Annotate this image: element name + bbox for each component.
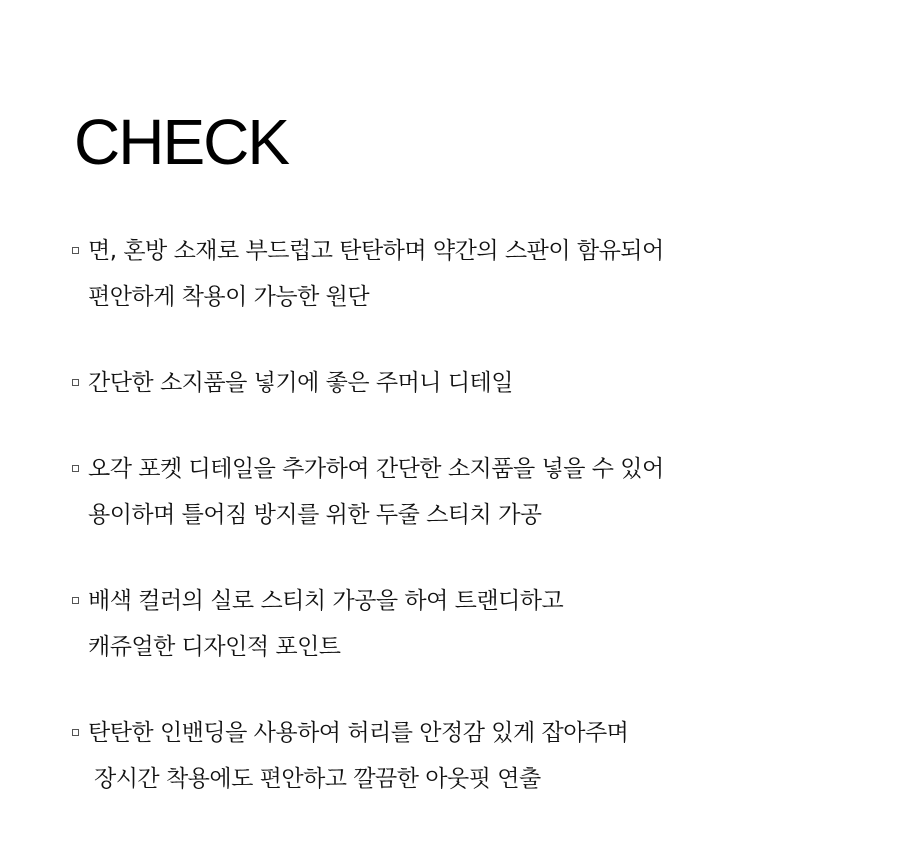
square-bullet-icon: [72, 729, 79, 736]
check-list: [72, 228, 872, 842]
list-item-line: 용이하며 틀어짐 방지를 위한 두줄 스티치 가공: [88, 502, 542, 528]
square-bullet-icon: [72, 379, 79, 386]
list-item-line: 편안하게 착용이 가능한 원단: [88, 284, 370, 310]
list-item: [72, 578, 872, 670]
list-item: [72, 360, 872, 406]
list-item-text: [88, 710, 628, 802]
square-bullet-icon: [72, 247, 79, 254]
list-item-line: 캐쥬얼한 디자인적 포인트: [88, 634, 341, 660]
list-item-line: 간단한 소지품을 넣기에 좋은 주머니 디테일: [88, 370, 513, 396]
list-item-line: 배색 컬러의 실로 스티치 가공을 하여 트랜디하고: [88, 588, 564, 614]
list-item-text: [88, 578, 563, 670]
list-item-line: 탄탄한 인밴딩을 사용하여 허리를 안정감 있게 잡아주며: [88, 720, 629, 746]
list-item-text: [88, 228, 664, 320]
list-item-line: 장시간 착용에도 편안하고 깔끔한 아웃핏 연출: [94, 766, 541, 792]
list-item-line: 오각 포켓 디테일을 추가하여 간단한 소지품을 넣을 수 있어: [88, 456, 664, 482]
list-item-line: 면, 혼방 소재로 부드럽고 탄탄하며 약간의 스판이 함유되어: [88, 238, 664, 264]
list-item-text: [88, 360, 513, 406]
list-item: [72, 710, 872, 802]
list-item-text: [88, 446, 664, 538]
square-bullet-icon: [72, 597, 79, 604]
square-bullet-icon: [72, 465, 79, 472]
page-title: CHECK: [74, 106, 289, 178]
list-item: [72, 228, 872, 320]
list-item: [72, 446, 872, 538]
